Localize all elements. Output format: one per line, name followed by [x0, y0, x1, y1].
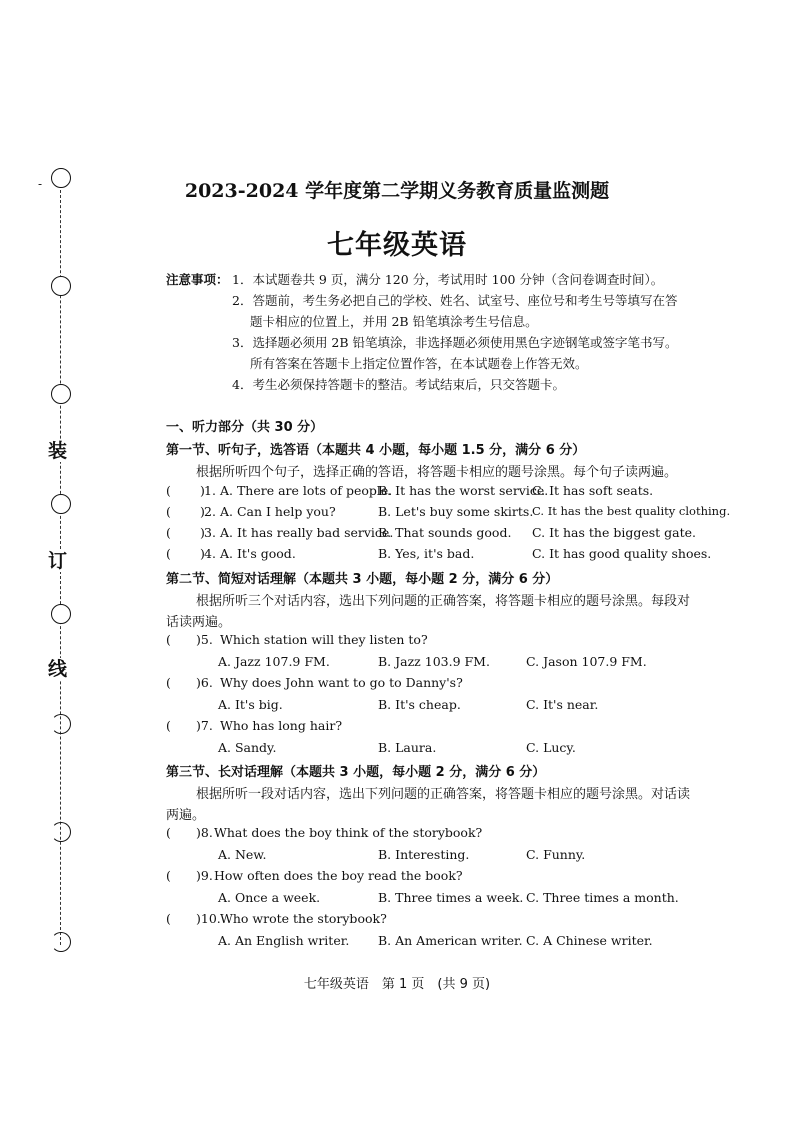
- option-c: C. It has good quality shoes.: [532, 546, 712, 561]
- answer-paren: (: [166, 632, 171, 647]
- option-c: C. Lucy.: [526, 740, 576, 755]
- question-row: [166, 718, 726, 736]
- option-c: C. It's near.: [526, 697, 599, 712]
- section-title: 第二节、简短对话理解（本题共 3 小题，每小题 2 分，满分 6 分）: [166, 572, 559, 587]
- section-instruction: 话读两遍。: [166, 615, 232, 630]
- question-number: )7.: [196, 718, 213, 733]
- section-title: 第三节、长对话理解（本题共 3 小题，每小题 2 分，满分 6 分）: [166, 765, 546, 780]
- notice-item: 2．答题前，考生务必把自己的学校、姓名、试室号、座位号和考生号等填写在答: [232, 293, 678, 308]
- question-text: Who has long hair?: [220, 718, 343, 733]
- answer-paren: (: [166, 504, 171, 519]
- option-a: A. There are lots of people.: [220, 483, 393, 498]
- option-c: C. Funny.: [526, 847, 586, 862]
- exam-title: 2023-2024 学年度第二学期义务教育质量监测题: [184, 180, 610, 202]
- question-number: )10.: [196, 911, 221, 926]
- question-row: [166, 632, 726, 650]
- option-c: C. Three times a month.: [526, 890, 679, 905]
- option-a: A. It's good.: [220, 546, 296, 561]
- question-text: What does the boy think of the storybook?: [214, 825, 483, 840]
- option-a: A. It's big.: [218, 697, 283, 712]
- answer-paren: ): [200, 483, 205, 498]
- question-row: [166, 504, 731, 522]
- binding-hole-half-circle: [51, 932, 71, 952]
- notice-label: 注意事项：: [166, 272, 229, 287]
- section-instruction: 两遍。: [166, 808, 206, 823]
- answer-paren: (: [166, 483, 171, 498]
- question-row: [166, 825, 726, 843]
- option-b: B. Yes, it's bad.: [378, 546, 475, 561]
- notice-item: 1．本试题卷共 9 页，满分 120 分，考试用时 100 分钟（含问卷调查时间）。: [232, 272, 664, 287]
- option-c: C. A Chinese writer.: [526, 933, 653, 948]
- notice-item: 4．考生必须保持答题卡的整洁。考试结束后，只交答题卡。: [232, 377, 565, 392]
- option-b: B. It has the worst service.: [378, 483, 549, 498]
- option-a: A. Sandy.: [218, 740, 277, 755]
- binding-hole-half-circle: [51, 822, 71, 842]
- answer-paren: (: [166, 718, 171, 733]
- section-instruction: 根据所听一段对话内容，选出下列问题的正确答案，将答题卡相应的题号涂黑。对话读: [196, 787, 691, 802]
- question-number: 4.: [204, 546, 216, 561]
- option-b: B. Jazz 103.9 FM.: [378, 654, 490, 669]
- option-a: A. New.: [218, 847, 267, 862]
- binding-hole-circle: [51, 384, 71, 404]
- question-number: )8.: [196, 825, 213, 840]
- question-row: [166, 911, 726, 929]
- section-title: 第一节、听句子，选答语（本题共 4 小题，每小题 1.5 分，满分 6 分）: [166, 443, 586, 458]
- option-a: A. It has really bad service.: [220, 525, 394, 540]
- question-number: 3.: [204, 525, 216, 540]
- part-title: 一、听力部分（共 30 分）: [166, 420, 324, 435]
- answer-paren: (: [166, 825, 171, 840]
- option-a: A. Once a week.: [218, 890, 321, 905]
- question-row: [166, 546, 726, 564]
- notice-item: 题卡相应的位置上，并用 2B 铅笔填涂考生号信息。: [250, 314, 538, 329]
- exam-subject: 七年级英语: [327, 230, 467, 261]
- question-number: 1.: [204, 483, 216, 498]
- option-b: B. An American writer.: [378, 933, 523, 948]
- option-b: B. Interesting.: [378, 847, 470, 862]
- binding-tick: -: [38, 177, 43, 191]
- answer-paren: ): [200, 546, 205, 561]
- binding-char-ding: 订: [48, 550, 68, 572]
- question-number: 2.: [204, 504, 216, 519]
- answer-paren: (: [166, 911, 171, 926]
- page-footer: 七年级英语 第 1 页 (共 9 页): [303, 977, 491, 992]
- question-number: )5.: [196, 632, 213, 647]
- binding-char-xian: 线: [48, 658, 68, 680]
- answer-paren: (: [166, 675, 171, 690]
- section-instruction: 根据所听三个对话内容，选出下列问题的正确答案，将答题卡相应的题号涂黑。每段对: [196, 594, 691, 609]
- question-number: )6.: [196, 675, 213, 690]
- option-c: C. Jason 107.9 FM.: [526, 654, 647, 669]
- section-instruction: 根据所听四个句子，选择正确的答语，将答题卡相应的题号涂黑。每个句子读两遍。: [196, 465, 678, 480]
- option-a: A. Jazz 107.9 FM.: [218, 654, 330, 669]
- question-text: Why does John want to go to Danny's?: [220, 675, 463, 690]
- notice-item: 所有答案在答题卡上指定位置作答，在本试题卷上作答无效。: [250, 356, 588, 371]
- option-b: B. Let's buy some skirts.: [378, 504, 534, 519]
- answer-paren: (: [166, 546, 171, 561]
- binding-hole-circle: [51, 494, 71, 514]
- option-c: C. It has the best quality clothing.: [532, 504, 731, 518]
- option-b: B. Laura.: [378, 740, 437, 755]
- notice-item: 3．选择题必须用 2B 铅笔填涂，非选择题必须使用黑色字迹钢笔或签字笔书写。: [232, 335, 678, 350]
- question-row: [166, 868, 726, 886]
- binding-hole-circle: [51, 604, 71, 624]
- option-a: A. An English writer.: [218, 933, 350, 948]
- answer-paren: (: [166, 868, 171, 883]
- question-number: )9.: [196, 868, 213, 883]
- binding-char-zhuang: 装: [48, 440, 68, 462]
- answer-paren: ): [200, 504, 205, 519]
- option-c: C. It has soft seats.: [532, 483, 654, 498]
- question-row: [166, 675, 726, 693]
- question-text: How often does the boy read the book?: [214, 868, 463, 883]
- question-text: Who wrote the storybook?: [220, 911, 387, 926]
- option-b: B. It's cheap.: [378, 697, 461, 712]
- question-row: [166, 483, 726, 501]
- option-b: B. Three times a week.: [378, 890, 524, 905]
- option-a: A. Can I help you?: [220, 504, 336, 519]
- option-b: B. That sounds good.: [378, 525, 512, 540]
- option-c: C. It has the biggest gate.: [532, 525, 696, 540]
- binding-hole-half-circle: [51, 714, 71, 734]
- question-text: Which station will they listen to?: [220, 632, 428, 647]
- answer-paren: ): [200, 525, 205, 540]
- answer-paren: (: [166, 525, 171, 540]
- binding-hole-circle: [51, 276, 71, 296]
- question-row: [166, 525, 726, 543]
